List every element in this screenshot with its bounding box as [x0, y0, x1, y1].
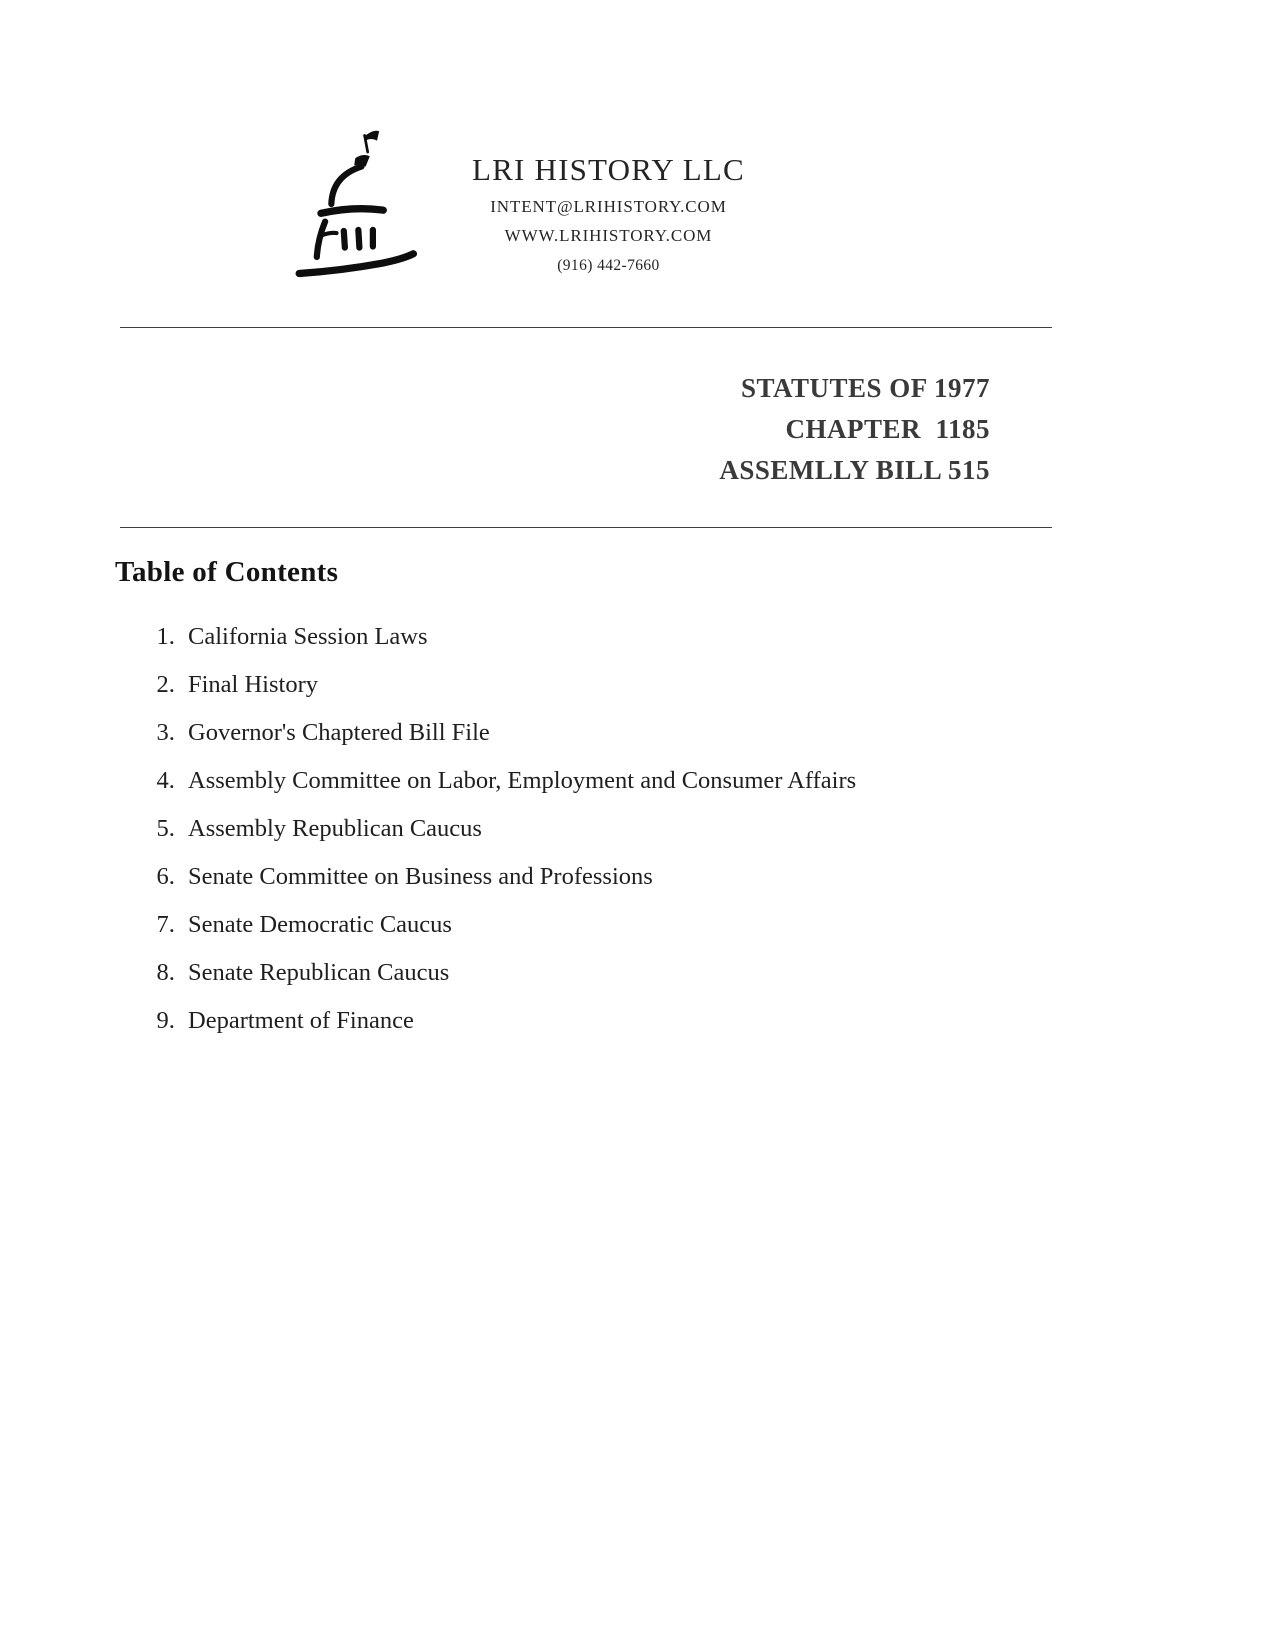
toc-item: 6. Senate Committee on Business and Professions: [181, 862, 1122, 891]
statute-year-line: STATUTES OF 1977: [740, 373, 990, 403]
company-email: INTENT@LRIHISTORY.COM: [490, 197, 727, 216]
chapter-line: CHAPTER 1185: [785, 414, 990, 444]
company-name: LRI HISTORY LLC: [472, 152, 745, 187]
company-phone: (916) 442-7660: [557, 257, 660, 274]
statute-title-block: [719, 368, 990, 491]
toc-heading: Table of Contents: [115, 556, 339, 588]
toc-item: 4. Assembly Committee on Labor, Employment and Consumer Affairs: [181, 766, 1122, 795]
letterhead: [295, 126, 745, 284]
capitol-building-logo-icon: [295, 126, 430, 284]
toc-item: 9. Department of Finance: [181, 1006, 1122, 1035]
toc-item: 7. Senate Democratic Caucus: [181, 910, 1122, 939]
top-divider: [120, 327, 1052, 328]
toc-item: 3. Governor's Chaptered Bill File: [181, 718, 1122, 747]
table-of-contents-list: [142, 622, 1122, 1054]
toc-item: 8. Senate Republican Caucus: [181, 958, 1122, 987]
toc-item: 5. Assembly Republican Caucus: [181, 814, 1122, 843]
company-contact-block: [472, 126, 745, 276]
bottom-divider: [120, 527, 1052, 528]
toc-item: 1. California Session Laws: [181, 622, 1122, 651]
toc-item: 2. Final History: [181, 670, 1122, 699]
company-website: WWW.LRIHISTORY.COM: [504, 226, 713, 245]
assembly-bill-line: ASSEMLLY BILL 515: [719, 455, 990, 485]
